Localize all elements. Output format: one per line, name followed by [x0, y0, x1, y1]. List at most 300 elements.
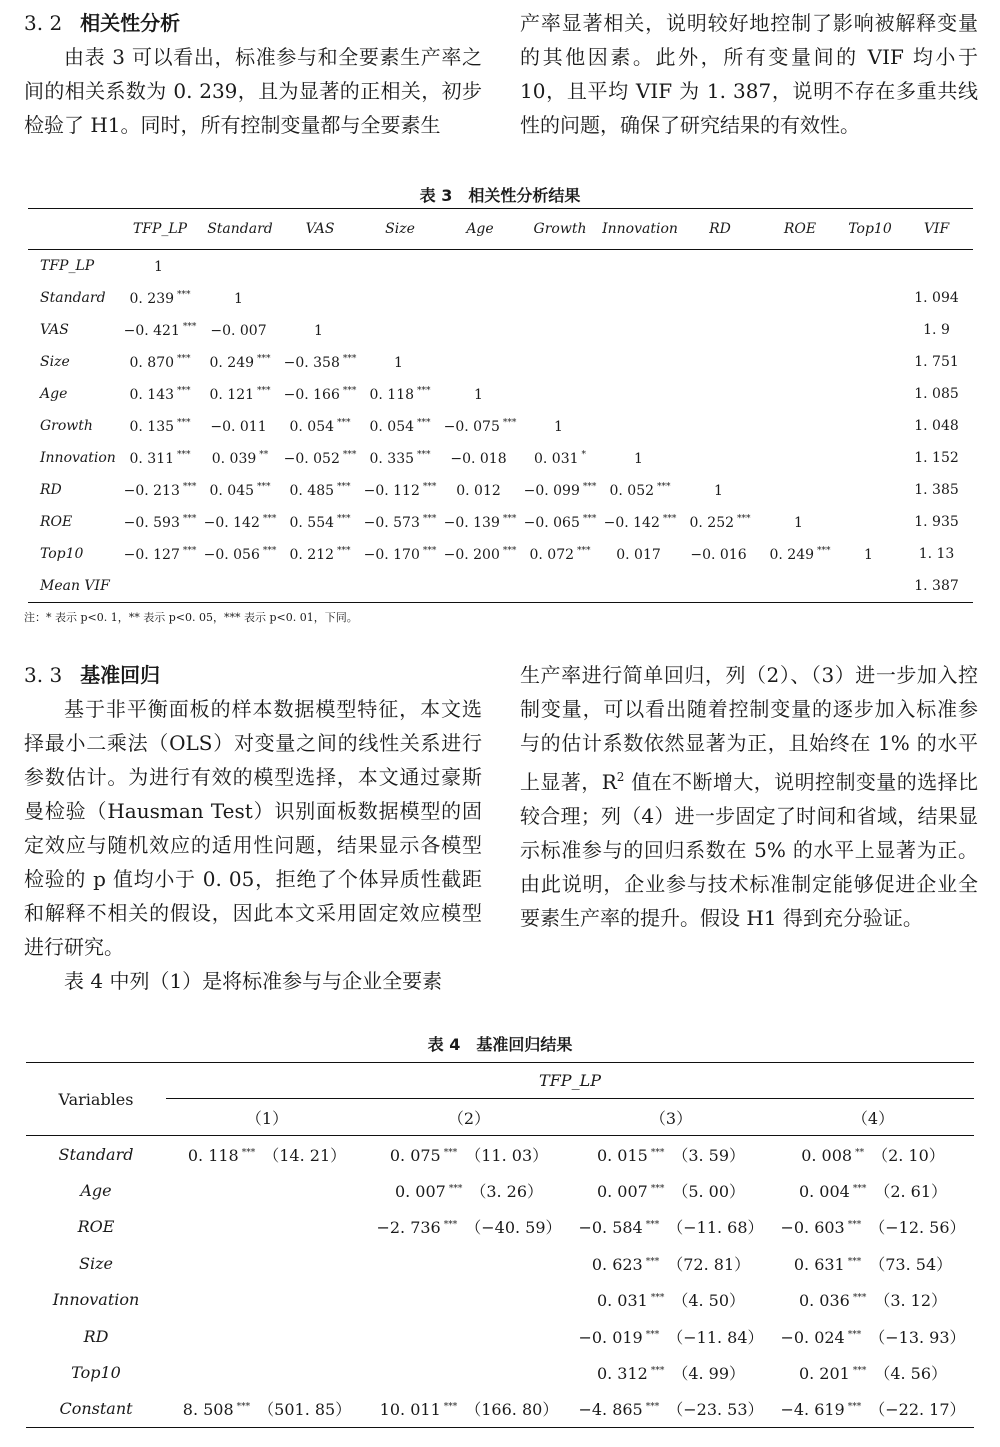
table-cell	[840, 474, 900, 506]
t-statistic: （4. 56）	[874, 1364, 948, 1384]
table-note: 注：* 表示 p<0. 1，** 表示 p<0. 05，*** 表示 p<0. 01，下同。	[24, 611, 358, 624]
table-cell	[280, 538, 360, 570]
table-cell	[280, 314, 360, 346]
cell-value: 1	[794, 514, 803, 531]
cell-value: 1	[394, 354, 403, 371]
table-cell	[570, 1391, 772, 1428]
table-cell	[760, 346, 840, 378]
section-heading	[24, 6, 482, 40]
table-cell	[120, 282, 200, 314]
table-cell	[166, 1391, 368, 1428]
section-title: 相关性分析	[80, 11, 181, 35]
vif-cell: 1. 751	[914, 354, 959, 370]
significance-stars: ***	[182, 321, 197, 332]
cell-value: −0. 018	[450, 450, 507, 467]
significance-stars: ***	[582, 513, 597, 524]
significance-stars: ***	[650, 1366, 665, 1377]
coefficient: 0. 623	[591, 1254, 643, 1274]
cell-value: 0. 249	[209, 354, 255, 371]
significance-stars: ***	[582, 481, 597, 492]
table-cell	[280, 506, 360, 538]
column-number: （1）	[245, 1108, 289, 1128]
table-cell	[368, 1245, 570, 1281]
table-cell	[772, 1172, 974, 1208]
significance-stars: ***	[177, 417, 191, 428]
table-cell	[570, 1318, 772, 1354]
significance-stars: ***	[257, 385, 271, 396]
table-row	[28, 410, 973, 442]
significance-stars: ***	[177, 385, 191, 396]
section-3-3-left	[24, 658, 482, 998]
column-number: （2）	[447, 1108, 491, 1128]
table-cell	[680, 410, 760, 442]
table-cell	[600, 506, 680, 538]
t-statistic: （4. 50）	[672, 1291, 746, 1311]
table-cell	[120, 442, 200, 474]
significance-stars: ***	[342, 353, 357, 364]
table-cell	[200, 378, 280, 410]
table-cell	[760, 410, 840, 442]
table-cell	[166, 1245, 368, 1281]
table-cell	[280, 474, 360, 506]
significance-stars: ***	[847, 1329, 862, 1340]
cell-value: 0. 054	[289, 418, 335, 435]
significance-stars: ***	[645, 1256, 660, 1267]
coefficient: 0. 007	[596, 1182, 648, 1202]
table-cell	[368, 1318, 570, 1354]
superscript: 2	[616, 770, 625, 784]
cell-value: −0. 170	[363, 546, 420, 563]
cell-value: 1	[864, 546, 873, 563]
table-cell	[440, 378, 520, 410]
corner-cell	[28, 209, 120, 250]
table-cell	[166, 1136, 368, 1173]
t-statistic: （11. 03）	[465, 1145, 549, 1165]
significance-stars: **	[855, 1147, 865, 1158]
vif-cell: 1. 085	[914, 386, 959, 402]
table-cell	[280, 250, 360, 283]
cell-value: −0. 166	[283, 386, 340, 403]
row-label: TFP_LP	[40, 258, 95, 274]
cell-value: −0. 056	[203, 546, 260, 563]
table-cell	[520, 282, 600, 314]
correlation-table	[28, 208, 973, 603]
table-cell	[360, 538, 440, 570]
table-cell	[360, 410, 440, 442]
table-cell	[200, 346, 280, 378]
table-cell	[520, 346, 600, 378]
row-label: Standard	[40, 290, 106, 306]
row-label: Mean VIF	[40, 578, 110, 594]
t-statistic: （2. 10）	[872, 1145, 945, 1165]
table-cell	[520, 314, 600, 346]
table-cell	[166, 1209, 368, 1245]
significance-stars: ***	[650, 1147, 665, 1158]
paragraph: 产率显著相关，说明较好地控制了影响被解释变量的其他因素。此外，所有变量间的 VIF 均小于 10，且平均 VIF 为 1. 387，说明不存在多重共线性的问题，确保了研究结果的有效性。	[520, 11, 978, 137]
significance-stars: ***	[262, 545, 277, 556]
table-row	[28, 570, 973, 603]
column-header: Top10	[848, 221, 892, 237]
table-cell	[840, 282, 900, 314]
paragraph: 由表 3 可以看出，标准参与和全要素生产率之间的相关系数为 0. 239，且为显著的正相关，初步检验了 H1。同时，所有控制变量都与全要素生	[24, 45, 482, 137]
t-statistic: （4. 99）	[672, 1364, 746, 1384]
table-cell	[600, 250, 680, 283]
cell-value: −0. 573	[363, 514, 420, 531]
table-row	[26, 1136, 974, 1173]
significance-stars: ***	[852, 1184, 867, 1195]
cell-value: 0. 239	[129, 290, 175, 307]
table-cell	[840, 410, 900, 442]
row-label: Top10	[71, 1363, 121, 1383]
table-cell	[166, 1318, 368, 1354]
significance-stars: ***	[182, 481, 197, 492]
coefficient: 0. 015	[596, 1145, 648, 1165]
table-cell	[166, 1354, 368, 1390]
significance-stars: *	[581, 449, 587, 460]
table-cell	[772, 1209, 974, 1245]
significance-stars: ***	[443, 1220, 458, 1231]
table-cell	[520, 570, 600, 603]
significance-stars: ***	[645, 1220, 660, 1231]
coefficient: 0. 031	[596, 1291, 648, 1311]
table-cell	[360, 282, 440, 314]
t-statistic: （3. 59）	[672, 1145, 746, 1165]
significance-stars: ***	[262, 513, 277, 524]
table-cell	[200, 250, 280, 283]
coefficient: 0. 075	[389, 1145, 441, 1165]
table-cell	[360, 442, 440, 474]
row-label: Growth	[40, 418, 93, 434]
significance-stars: ***	[422, 545, 437, 556]
table-cell	[200, 410, 280, 442]
significance-stars: ***	[502, 545, 517, 556]
t-statistic: （−11. 84）	[667, 1327, 764, 1347]
table-row	[28, 346, 973, 378]
table-cell	[440, 538, 520, 570]
table-cell	[772, 1245, 974, 1281]
regression-table	[26, 1062, 974, 1428]
row-label: ROE	[40, 514, 73, 530]
t-statistic: （3. 12）	[874, 1291, 948, 1311]
table-cell	[600, 314, 680, 346]
significance-stars: ***	[852, 1293, 867, 1304]
cell-value: 0. 485	[289, 482, 335, 499]
cell-value: −0. 112	[363, 482, 420, 499]
table-cell	[368, 1209, 570, 1245]
cell-value: −0. 052	[283, 450, 340, 467]
cell-value: −0. 065	[523, 514, 580, 531]
table-cell	[760, 538, 840, 570]
table-cell	[772, 1318, 974, 1354]
t-statistic: （−40. 59）	[465, 1218, 562, 1238]
vif-cell: 1. 385	[914, 482, 959, 498]
significance-stars: ***	[337, 513, 351, 524]
table-cell	[600, 378, 680, 410]
t-statistic: （2. 61）	[874, 1182, 948, 1202]
table-cell	[440, 410, 520, 442]
table-cell	[680, 474, 760, 506]
cell-value: −0. 200	[443, 546, 500, 563]
row-label: Size	[79, 1253, 113, 1273]
significance-stars: ***	[650, 1293, 665, 1304]
t-statistic: （5. 00）	[672, 1182, 746, 1202]
table-cell	[280, 410, 360, 442]
column-header: VAS	[305, 221, 335, 237]
t-statistic: （−11. 68）	[667, 1218, 764, 1238]
significance-stars: ***	[847, 1256, 862, 1267]
paragraph	[520, 658, 978, 935]
table-row	[28, 282, 973, 314]
cell-value: 1	[554, 418, 563, 435]
table-cell	[760, 442, 840, 474]
table-row	[26, 1354, 974, 1390]
table-cell	[280, 442, 360, 474]
cell-value: 0. 012	[456, 482, 501, 499]
cell-value: 0. 212	[289, 546, 335, 563]
coefficient: 8. 508	[182, 1400, 234, 1420]
significance-stars: ***	[241, 1147, 256, 1158]
significance-stars: ***	[257, 481, 271, 492]
table-cell	[680, 570, 760, 603]
section-3-3-right	[520, 658, 978, 935]
row-label: Constant	[59, 1399, 133, 1419]
coefficient: 0. 008	[801, 1145, 853, 1165]
table-cell	[600, 538, 680, 570]
table-cell	[360, 314, 440, 346]
variables-header: Variables	[26, 1063, 166, 1136]
significance-stars: ***	[417, 417, 431, 428]
significance-stars: ***	[417, 385, 431, 396]
cell-value: 1	[714, 482, 723, 499]
cell-value: 0. 072	[529, 546, 575, 563]
coefficient: −4. 619	[780, 1400, 845, 1420]
coefficient: −4. 865	[578, 1400, 643, 1420]
vif-cell: 1. 048	[914, 418, 959, 434]
significance-stars: ***	[645, 1329, 660, 1340]
row-label: Size	[40, 354, 70, 370]
cell-value: 0. 039	[211, 450, 257, 467]
significance-stars: ***	[645, 1402, 660, 1413]
table-cell	[570, 1172, 772, 1208]
t-statistic: （3. 26）	[470, 1182, 544, 1202]
cell-value: −0. 011	[210, 418, 267, 435]
table-cell	[520, 378, 600, 410]
table-cell	[200, 474, 280, 506]
vif-cell: 1. 9	[923, 322, 950, 338]
table-cell	[120, 570, 200, 603]
table-cell	[120, 410, 200, 442]
paragraph: 基于非平衡面板的样本数据模型特征，本文选择最小二乘法（OLS）对变量之间的线性关系进行参数估计。为进行有效的模型选择，本文通过豪斯曼检验（Hausman Test）识别面板数据模型的固定效应与随机效应的适用性问题，结果显示各模型检验的 p 值均小于 0. 05，拒绝了个体异质性截距和解释不相关的假设，因此本文采用固定效应模型进行研究。	[24, 697, 482, 959]
cell-value: 0. 143	[129, 386, 175, 403]
cell-value: 1	[314, 322, 323, 339]
table-cell	[520, 410, 600, 442]
cell-value: −0. 142	[203, 514, 260, 531]
table-cell	[570, 1136, 772, 1173]
table-cell	[360, 474, 440, 506]
table-row	[28, 474, 973, 506]
significance-stars: ***	[662, 513, 677, 524]
table-cell	[440, 570, 520, 603]
table-cell	[280, 378, 360, 410]
cell-value: −0. 127	[123, 546, 180, 563]
table-row	[26, 1282, 974, 1318]
significance-stars: ***	[417, 449, 431, 460]
section-3-2-left	[24, 6, 482, 142]
cell-value: 0. 121	[209, 386, 255, 403]
t-statistic: （−22. 17）	[869, 1400, 966, 1420]
table-cell	[760, 378, 840, 410]
table-cell	[600, 410, 680, 442]
table-cell	[570, 1354, 772, 1390]
t-statistic: （166. 80）	[465, 1400, 559, 1420]
table-cell	[120, 378, 200, 410]
table-cell	[120, 250, 200, 283]
table-cell	[840, 442, 900, 474]
cell-value: 0. 017	[616, 546, 661, 563]
table-cell	[680, 538, 760, 570]
table-cell	[760, 570, 840, 603]
table-cell	[840, 538, 900, 570]
table-cell	[680, 250, 760, 283]
table-cell	[840, 378, 900, 410]
table-cell	[368, 1391, 570, 1428]
table-3-title: 表 3 相关性分析结果	[419, 186, 581, 205]
table-cell	[360, 346, 440, 378]
table-cell	[760, 506, 840, 538]
table-cell	[772, 1354, 974, 1390]
significance-stars: ***	[443, 1147, 458, 1158]
table-cell	[360, 506, 440, 538]
cell-value: 1	[234, 290, 243, 307]
table-cell	[760, 474, 840, 506]
coefficient: −0. 024	[780, 1327, 845, 1347]
table-cell	[600, 282, 680, 314]
table-cell	[760, 250, 840, 283]
table-cell	[200, 282, 280, 314]
table-cell	[840, 346, 900, 378]
table-cell	[600, 474, 680, 506]
cell-value: −0. 358	[283, 354, 340, 371]
significance-stars: ***	[443, 1402, 458, 1413]
cell-value: 0. 252	[689, 514, 735, 531]
vif-cell: 1. 094	[914, 290, 959, 306]
table-cell	[120, 538, 200, 570]
cell-value: −0. 142	[603, 514, 660, 531]
dependent-variable-header: TFP_LP	[166, 1063, 974, 1099]
table-cell	[368, 1354, 570, 1390]
column-header: Innovation	[602, 221, 678, 237]
table-cell	[120, 474, 200, 506]
cell-value: −0. 213	[123, 482, 180, 499]
t-statistic: （501. 85）	[258, 1400, 352, 1420]
table-row	[26, 1209, 974, 1245]
t-statistic: （−23. 53）	[667, 1400, 764, 1420]
row-label: Innovation	[40, 450, 116, 466]
table-cell	[772, 1391, 974, 1428]
section-number: 3. 2	[24, 11, 63, 35]
row-label: RD	[40, 482, 62, 498]
table-cell	[440, 282, 520, 314]
table-cell	[680, 346, 760, 378]
table-cell	[360, 378, 440, 410]
row-label: ROE	[77, 1217, 115, 1237]
table-cell	[520, 442, 600, 474]
table-cell	[760, 314, 840, 346]
cell-value: 1	[154, 258, 163, 275]
cell-value: 0. 135	[129, 418, 175, 435]
cell-value: 0. 031	[533, 450, 579, 467]
table-row	[28, 250, 973, 283]
vif-cell: 1. 387	[914, 578, 959, 594]
table-cell	[840, 506, 900, 538]
section-3-2-right	[520, 6, 978, 142]
coefficient: 0. 631	[793, 1254, 845, 1274]
table-cell	[680, 506, 760, 538]
table-cell	[120, 506, 200, 538]
significance-stars: ***	[577, 545, 591, 556]
significance-stars: ***	[817, 545, 831, 556]
table-cell	[200, 314, 280, 346]
cell-value: 1	[634, 450, 643, 467]
table-cell	[600, 442, 680, 474]
table-cell	[680, 442, 760, 474]
table-cell	[520, 506, 600, 538]
table-cell	[570, 1209, 772, 1245]
table-cell	[280, 346, 360, 378]
coefficient: 0. 004	[798, 1182, 850, 1202]
significance-stars: ***	[182, 513, 197, 524]
table-cell	[440, 314, 520, 346]
row-label: Age	[40, 386, 68, 402]
significance-stars: ***	[650, 1184, 665, 1195]
vif-cell: 1. 935	[914, 514, 959, 530]
cell-value: −0. 099	[523, 482, 580, 499]
table-cell	[840, 570, 900, 603]
cell-value: 0. 118	[369, 386, 415, 403]
coefficient: −0. 584	[578, 1218, 643, 1238]
significance-stars: ***	[337, 417, 351, 428]
table-cell	[200, 538, 280, 570]
section-title: 基准回归	[80, 663, 161, 687]
cell-value: 0. 054	[369, 418, 415, 435]
significance-stars: ***	[236, 1402, 251, 1413]
significance-stars: ***	[177, 353, 191, 364]
table-row	[26, 1318, 974, 1354]
row-label: RD	[83, 1326, 109, 1346]
column-header: Size	[385, 221, 415, 237]
table-cell	[440, 506, 520, 538]
significance-stars: ***	[847, 1220, 862, 1231]
row-label: Innovation	[52, 1290, 140, 1310]
t-statistic: （14. 21）	[263, 1145, 347, 1165]
cell-value: −0. 007	[210, 322, 267, 339]
column-header: ROE	[783, 221, 817, 237]
table-cell	[772, 1136, 974, 1173]
table-cell	[440, 442, 520, 474]
row-label: Standard	[58, 1144, 134, 1164]
table-cell	[680, 378, 760, 410]
significance-stars: ***	[422, 513, 437, 524]
table-cell	[772, 1282, 974, 1318]
t-statistic: （−12. 56）	[869, 1218, 966, 1238]
table-cell	[360, 250, 440, 283]
table-row	[28, 442, 973, 474]
table-row	[28, 538, 973, 570]
table-cell	[520, 250, 600, 283]
t-statistic: （73. 54）	[869, 1254, 953, 1274]
cell-value: 0. 052	[609, 482, 655, 499]
section-number: 3. 3	[24, 663, 63, 687]
